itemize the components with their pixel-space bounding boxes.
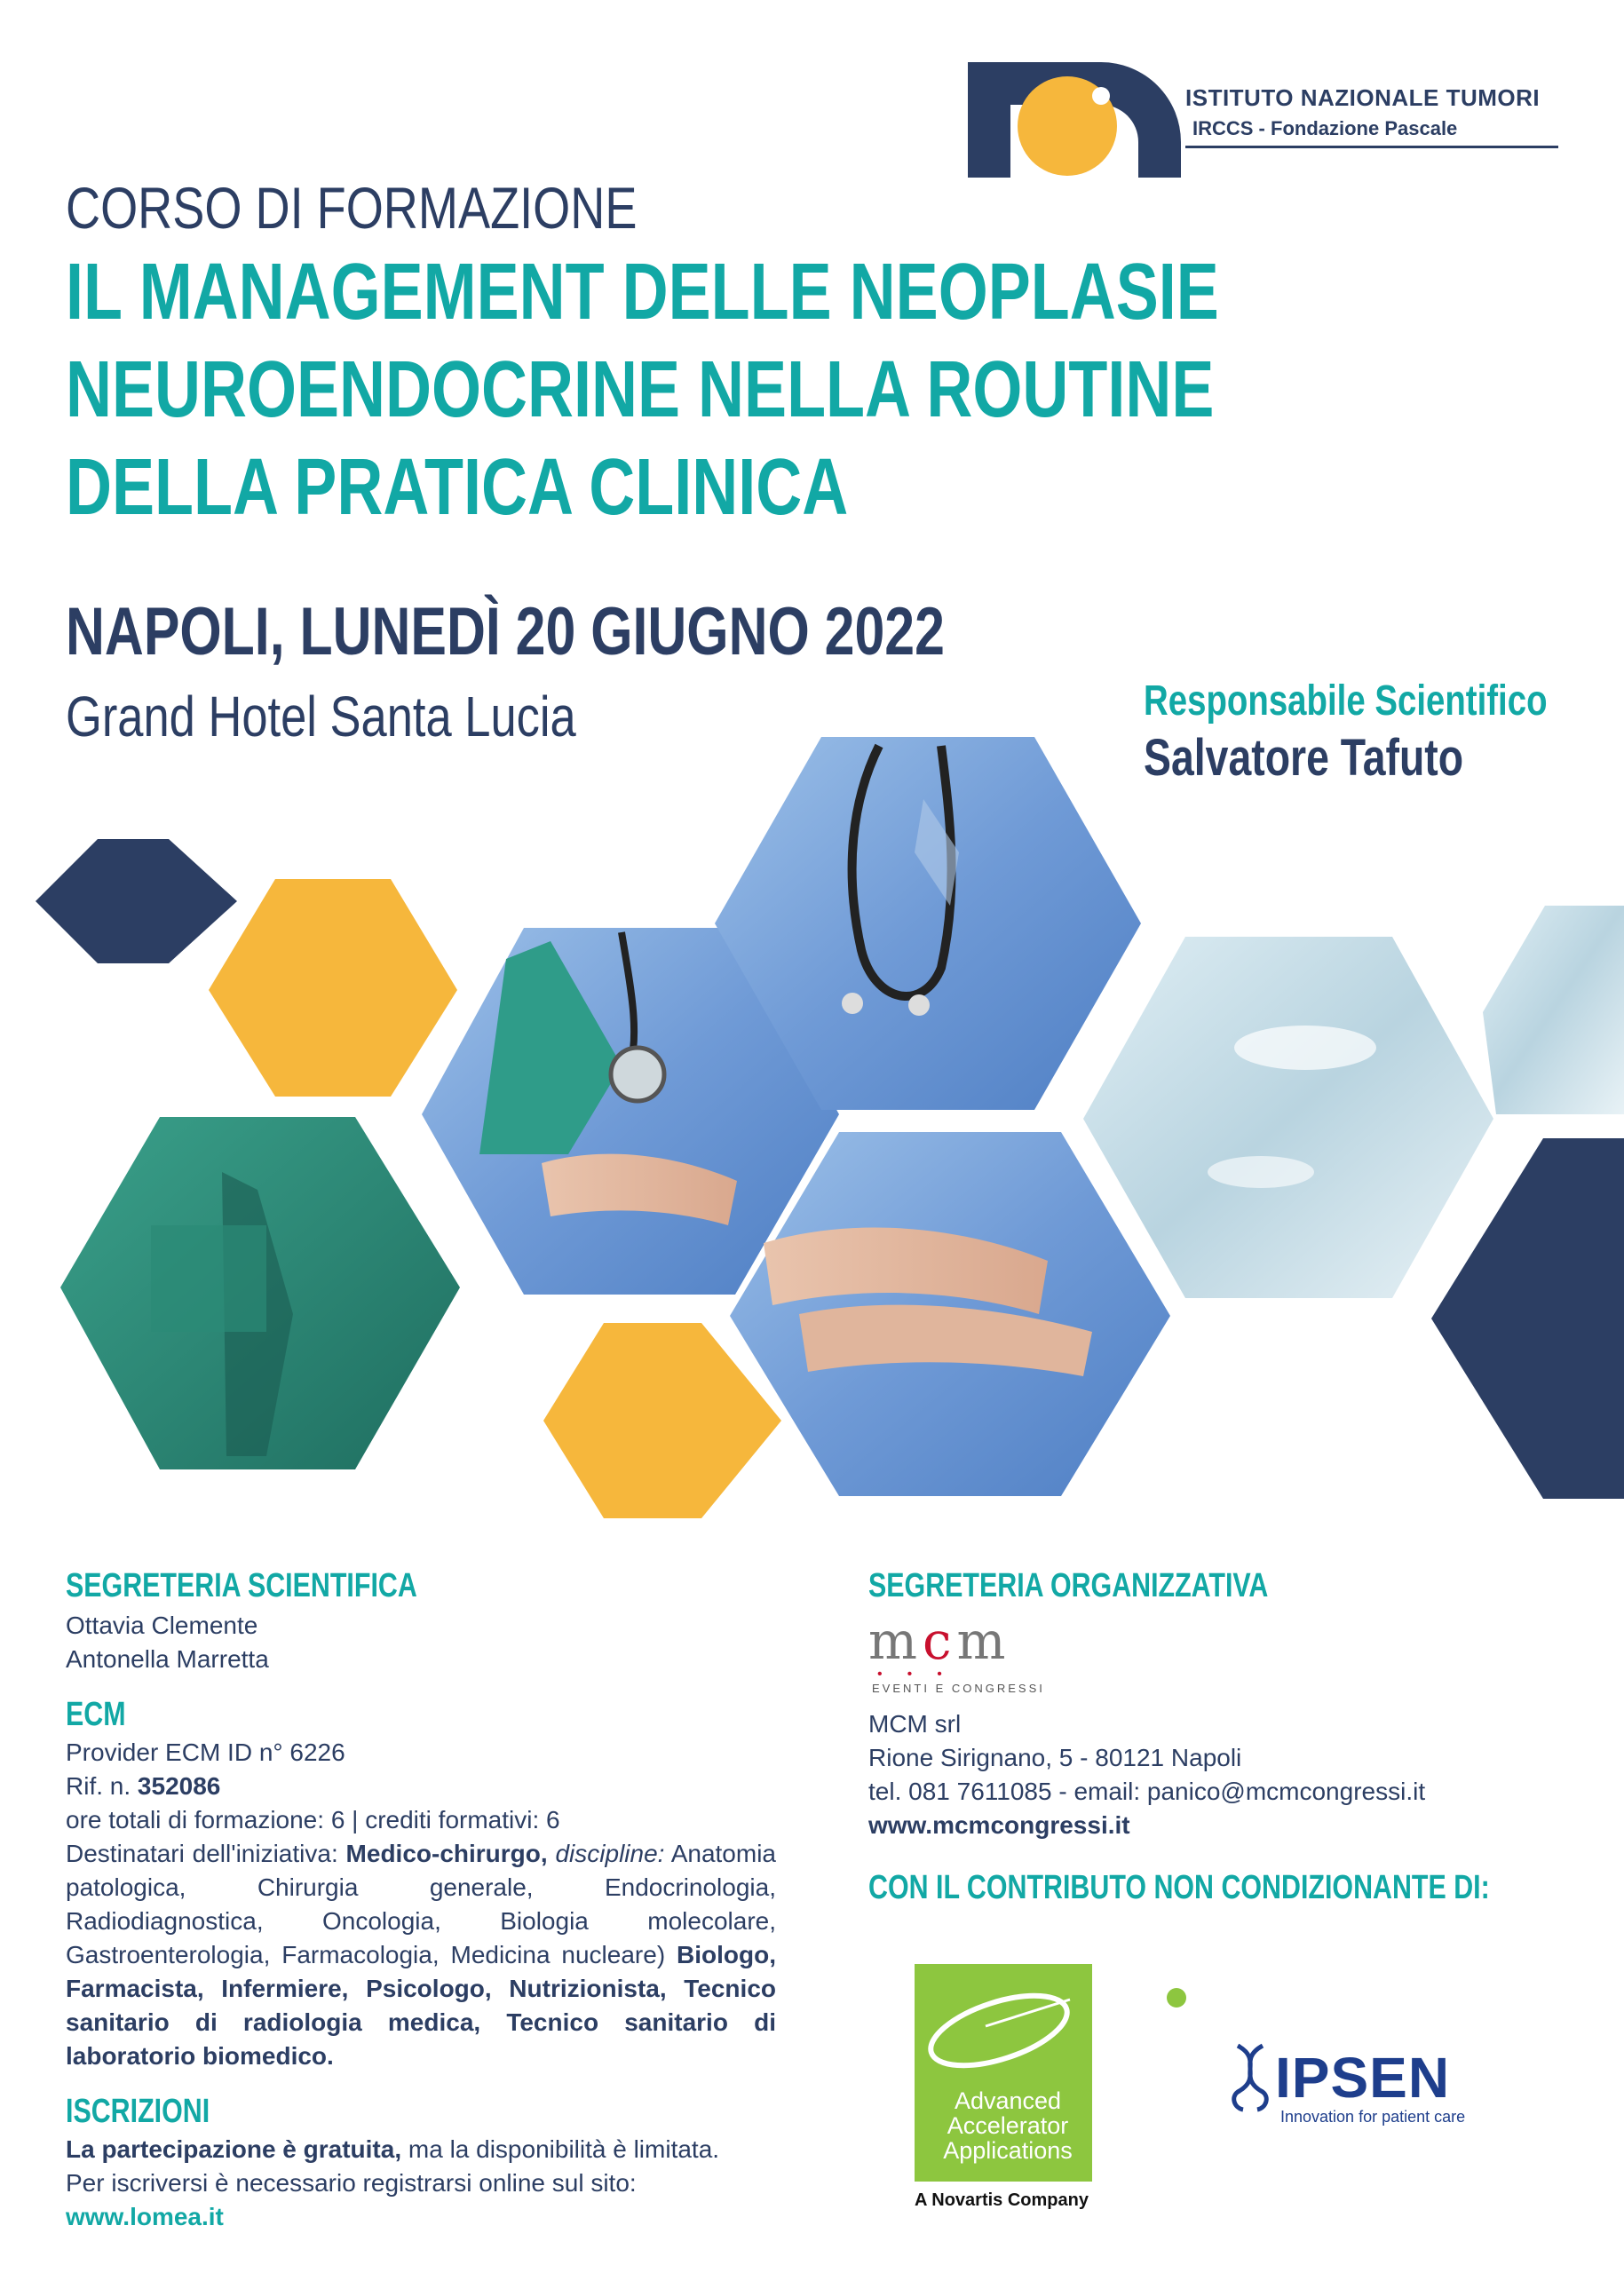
responsible-name: Salvatore Tafuto [1144,729,1464,787]
ipsen-logo [1225,2042,1465,2126]
left-column [66,1567,776,2234]
aaa-line-3: Applications [943,2137,1073,2164]
logo-line-2: IRCCS - Fondazione Pascale [1192,117,1458,139]
ecm-others: Biologo, Farmacista, Infermiere, Psicologo, Nutrizionista, Tecnico sanitario di radiologia medica, Tecnico sanitario di laboratorio biomedico. [66,1941,777,2070]
title-line-2: NEUROENDOCRINE NELLA ROUTINE [66,345,1215,434]
scientific-member: Antonella Marretta [66,1645,269,1673]
mcm-logo-dots: ••• [877,1667,967,1682]
ecm-dest-label: Destinatari dell'iniziativa: [66,1840,338,1867]
medical-hexagon-collage [0,728,1624,1527]
course-kicker: CORSO DI FORMAZIONE [66,175,638,241]
scientific-secretariat-title: SEGRETERIA SCIENTIFICA [66,1567,417,1604]
ipsen-tagline: Innovation for patient care [1280,2108,1466,2126]
ecm-title: ECM [66,1696,126,1733]
aaa-dot-icon [1163,1984,1190,2011]
ecm-hours: ore totali di formazione: 6 | crediti formativi: 6 [66,1806,560,1833]
ecm-ref-number: 352086 [137,1772,221,1800]
mcm-company: MCM srl [868,1710,962,1738]
registration-free [66,2133,776,2166]
ecm-ref [66,1770,776,1803]
title-line-1: IL MANAGEMENT DELLE NEOPLASIE [66,248,1219,337]
ipsen-name: IPSEN [1275,2046,1451,2110]
event-venue: Grand Hotel Santa Lucia [66,685,576,748]
mcm-logo-m2: m [956,1611,1011,1671]
ecm-disc-label: discipline: [555,1840,665,1867]
hex-navy-small [36,839,237,963]
ecm-dest-main: Medico-chirurgo, [345,1840,548,1867]
ecm-disciplines: Anatomia patologica, Chirurgia generale, Endocrinologia, Radiodiagnostica, Oncologia, Biologia molecolare, Gastroenterologia, Farmacologia, Medicina nucleare) [66,1840,776,1968]
mcm-logo [868,1611,1579,1695]
ecm-recipients [66,1837,776,2073]
ecm-ref-label: Rif. n. [66,1772,131,1800]
mcm-address: Rione Sirignano, 5 - 80121 Napoli [868,1744,1242,1771]
hex-navy-large [1431,1138,1624,1499]
mcm-site-link[interactable]: www.mcmcongressi.it [868,1811,1130,1839]
scientific-member: Ottavia Clemente [66,1612,258,1639]
aaa-logo-sub: A Novartis Company [915,2190,1089,2210]
hex-yellow-top [209,879,457,1097]
registration-site-link[interactable]: www.lomea.it [66,2203,224,2230]
aaa-logo-text [923,2088,1092,2163]
logo-line-1: ISTITUTO NAZIONALE TUMORI [1185,84,1541,111]
hex-photo-blur [1083,937,1493,1298]
registration-free-rest: ma la disponibilità è limitata. [408,2135,720,2163]
title-line-3: DELLA PRATICA CLINICA [66,443,849,532]
mcm-logo-sub: EVENTI E CONGRESSI [872,1682,1045,1695]
hex-yellow-bottom [543,1323,781,1518]
organizing-secretariat-title: SEGRETERIA ORGANIZZATIVA [868,1567,1269,1604]
aaa-line-2: Accelerator [947,2112,1069,2139]
ipsen-helix-icon [1225,2042,1275,2113]
logo-rule [1185,146,1558,148]
mcm-logo-c: c [923,1611,957,1671]
responsible-label: Responsabile Scientifico [1144,677,1548,725]
registration-free-bold: La partecipazione è gratuita, [66,2135,402,2163]
mcm-logo-m1: m [868,1611,923,1671]
event-date: NAPOLI, LUNEDÌ 20 GIUGNO 2022 [66,594,945,669]
registration-how [66,2166,776,2234]
right-column [868,1567,1579,1907]
registration-title: ISCRIZIONI [66,2093,210,2130]
hex-photo-blur-edge [1483,906,1624,1114]
aaa-line-1: Advanced [954,2087,1062,2114]
istituto-logo-text [1185,84,1558,148]
mcm-contact: tel. 081 7611085 - email: panico@mcmcongressi.it [868,1778,1426,1805]
registration-how-text: Per iscriversi è necessario registrarsi online sul sito: [66,2169,637,2197]
aaa-swoosh-icon [915,1964,1092,2088]
ecm-provider: Provider ECM ID n° 6226 [66,1738,345,1766]
istituto-logo-mark [968,62,1181,178]
sponsors-title: CON IL CONTRIBUTO NON CONDIZIONANTE DI: [868,1869,1490,1906]
